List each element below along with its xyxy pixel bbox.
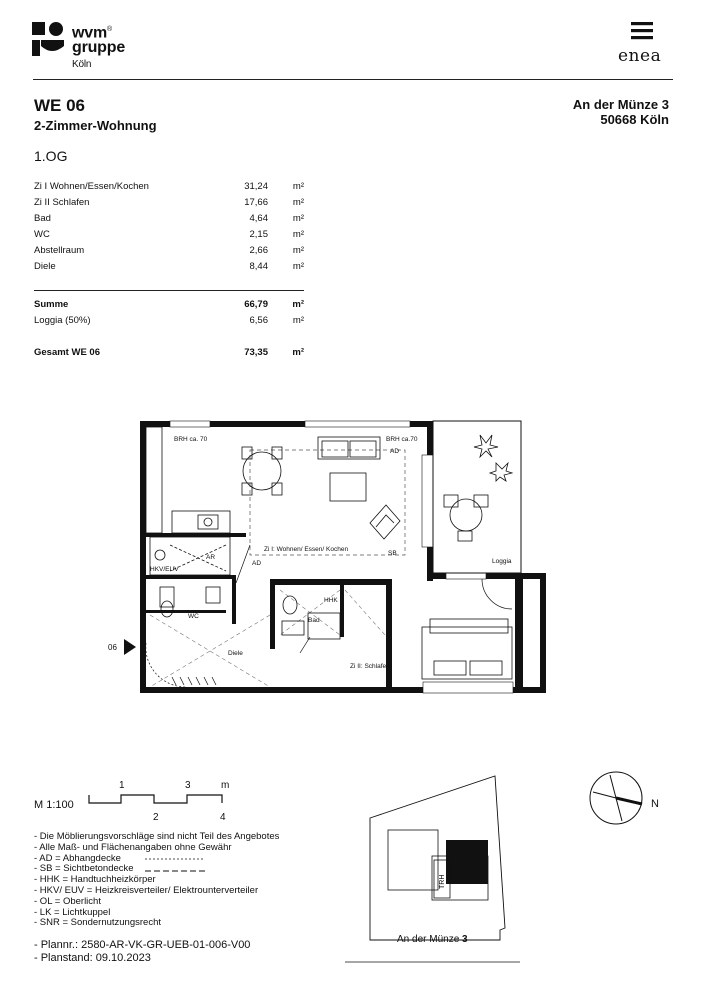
- loggia-label: Loggia (50%): [34, 314, 91, 326]
- scale-unit: m: [221, 780, 230, 791]
- plan-label-wc: WC: [188, 613, 199, 620]
- radiator-marks: [172, 677, 216, 685]
- door-swings: [146, 545, 512, 687]
- logo-trademark: ®: [106, 26, 112, 33]
- area-unit: m²: [292, 346, 304, 358]
- site-street: An der Münze: [397, 934, 463, 945]
- plan-label-loggia: Loggia: [492, 558, 512, 565]
- sum-row: [34, 291, 304, 313]
- room-name: Diele: [34, 260, 56, 272]
- bed: [422, 619, 512, 679]
- room-name: Zi I Wohnen/Essen/Kochen: [34, 180, 149, 192]
- room-name: WC: [34, 228, 50, 240]
- plan-number: - Plannr.: 2580-AR-VK-GR-UEB-01-006-V00: [34, 939, 251, 951]
- entry-arrow-icon: [124, 639, 136, 655]
- legend-notes: [34, 832, 279, 929]
- area-row: [34, 242, 304, 258]
- room-area: 2,15: [249, 228, 268, 240]
- area-row: [34, 178, 304, 194]
- scale-n3: 3: [185, 780, 191, 791]
- legend-note: - SB = Sichtbetondecke: [34, 863, 134, 875]
- scale-n1: 1: [119, 780, 125, 791]
- enea-logo-mark: [631, 22, 653, 40]
- site-trh-label: TRH: [439, 874, 446, 889]
- scale-bar: [88, 793, 224, 809]
- legend-note: - AD = Abhangdecke: [34, 852, 121, 864]
- address: [573, 97, 669, 127]
- plan-label-bedroom: Zi II: Schlafen: [350, 663, 390, 670]
- wvm-logo-text: [72, 22, 125, 72]
- compass-north: N: [651, 798, 659, 810]
- legend-note: - OL = Oberlicht: [34, 895, 101, 907]
- area-unit: m²: [292, 212, 304, 224]
- sofa: [318, 437, 380, 501]
- total-value: 73,35: [244, 346, 268, 358]
- room-area: 4,64: [249, 212, 268, 224]
- area-unit: m²: [268, 291, 304, 313]
- area-row: [34, 226, 304, 242]
- legend-note: - Die Möblierungsvorschläge sind nicht Teil des Angebotes: [34, 831, 280, 842]
- plan-label-brh-right: BRH ca.70: [386, 436, 418, 443]
- plan-label-living: Zi I: Wohnen/ Essen/ Kochen: [264, 546, 349, 553]
- unit-type: 2-Zimmer-Wohnung: [34, 118, 157, 133]
- area-unit: m²: [292, 228, 304, 240]
- header-divider: [33, 79, 673, 80]
- area-row: [34, 194, 304, 210]
- logo-line1: wvm: [72, 24, 107, 42]
- plan-label-entry: 06: [108, 643, 117, 652]
- legend-note: - SNR = Sondernutzungsrecht: [34, 917, 161, 929]
- legend-note: - Alle Maß- und Flächenangaben ohne Gewähr: [34, 841, 232, 853]
- loggia-table: [444, 495, 488, 541]
- legend-note: - HKV/ EUV = Heizkreisverteiler/ Elektrounterverteiler: [34, 884, 259, 896]
- plan-label-sb: SB: [388, 550, 397, 557]
- site-street-no: 3: [462, 934, 468, 945]
- plants: [474, 435, 512, 481]
- area-unit: m²: [292, 244, 304, 256]
- scale-label: M 1:100: [34, 799, 74, 811]
- loggia-area: [433, 421, 521, 573]
- wvm-logo-mark: [32, 22, 64, 56]
- area-unit: m²: [292, 314, 304, 326]
- plan-label-ar: AR: [206, 554, 216, 561]
- plan-label-ad-living: AD: [252, 560, 262, 567]
- ad-cross-dashes: [150, 590, 385, 687]
- plan-label-bad: Bad: [308, 617, 320, 624]
- area-row: [34, 258, 304, 274]
- room-name: Zi II Schlafen: [34, 196, 90, 208]
- loggia-value: 6,56: [249, 314, 268, 326]
- plan-label-hhk: HHK: [324, 597, 338, 604]
- area-row: [34, 210, 304, 226]
- room-area: 2,66: [249, 244, 268, 256]
- floor-label: 1.OG: [34, 148, 68, 164]
- plan-label-ad-top: AD: [390, 448, 400, 455]
- room-name: Abstellraum: [34, 244, 85, 256]
- compass-icon: [588, 770, 644, 826]
- area-unit: m²: [292, 260, 304, 272]
- room-area: 31,24: [244, 180, 268, 192]
- armchair: [370, 505, 400, 539]
- room-name: Bad: [34, 212, 51, 224]
- total-label: Gesamt WE 06: [34, 346, 100, 358]
- dining-table: [242, 447, 282, 495]
- sum-value: 66,79: [184, 291, 268, 313]
- plan-label-diele: Diele: [228, 650, 243, 657]
- floor-plan: [0, 405, 707, 705]
- room-area: 8,44: [249, 260, 268, 272]
- area-unit: m²: [292, 180, 304, 192]
- area-table: [34, 178, 304, 360]
- ad-ceiling-outline: [250, 450, 405, 555]
- enea-logo-text: enea: [618, 46, 662, 66]
- plan-label-hkv: HKV/EUV: [150, 566, 179, 573]
- room-area: 17,66: [244, 196, 268, 208]
- legend-line-samples: [145, 856, 215, 876]
- unit-id: WE 06: [34, 96, 86, 115]
- scale-n4: 4: [220, 812, 226, 823]
- site-street-label: [397, 934, 468, 945]
- loggia-row: [34, 312, 304, 328]
- address-street: An der Münze 3: [572, 97, 669, 112]
- plan-info: [34, 939, 250, 964]
- scale-n2: 2: [153, 812, 159, 823]
- windows: [170, 421, 513, 693]
- plan-label-brh-left: BRH ca. 70: [174, 436, 208, 443]
- address-city: 50668 Köln: [600, 112, 669, 127]
- plan-date: - Planstand: 09.10.2023: [34, 951, 151, 964]
- legend-note: - HHK = Handtuchheizkörper: [34, 874, 156, 886]
- area-unit: m²: [292, 196, 304, 208]
- logo-city: Köln: [72, 59, 92, 71]
- sum-label: Summe: [34, 291, 184, 313]
- total-row: [34, 344, 304, 360]
- logo-line2: gruppe: [72, 39, 126, 57]
- legend-note: - LK = Lichtkuppel: [34, 906, 111, 918]
